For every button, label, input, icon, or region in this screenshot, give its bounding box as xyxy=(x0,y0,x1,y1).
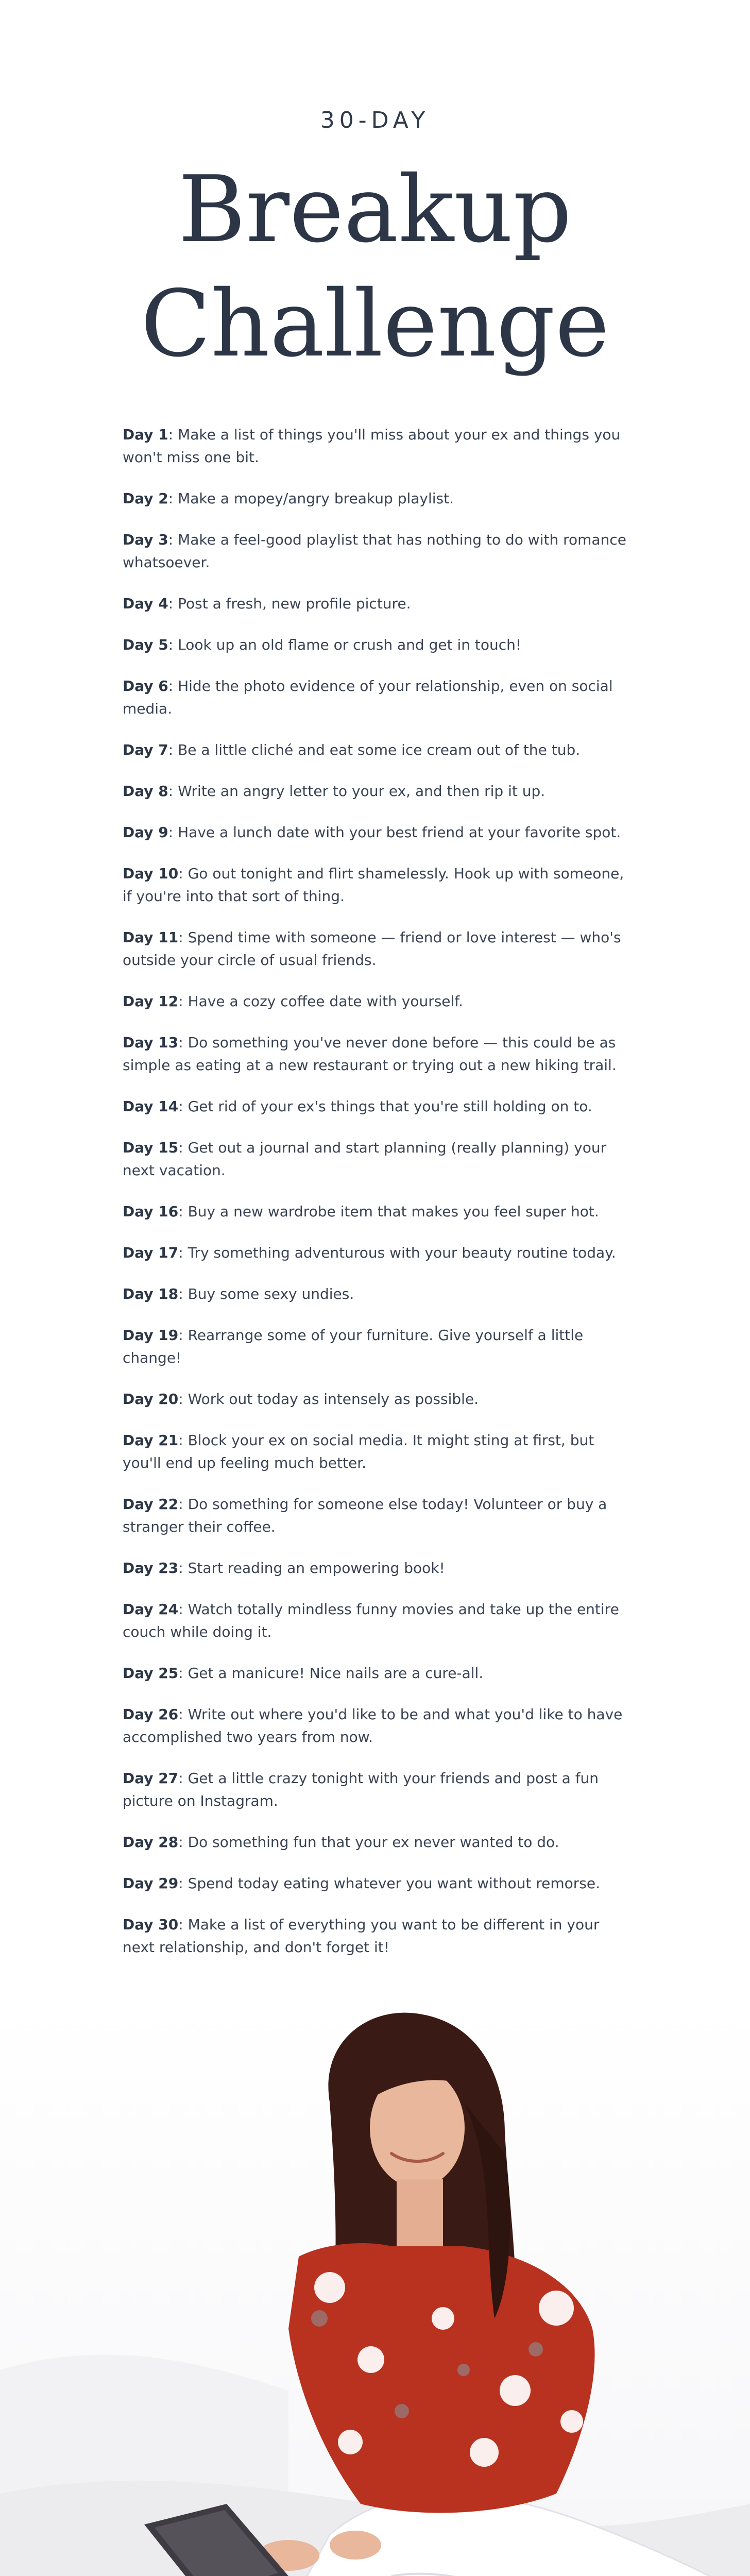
day-label: Day 7 xyxy=(123,741,168,758)
day-text: : Get rid of your ex's things that you're still holding on to. xyxy=(178,1098,592,1115)
day-label: Day 16 xyxy=(123,1203,179,1220)
day-list xyxy=(123,423,633,1977)
day-text: : Spend time with someone — friend or love interest — who's outside your circle of usual friends. xyxy=(123,929,621,969)
day-label: Day 23 xyxy=(123,1560,179,1577)
day-label: Day 20 xyxy=(123,1391,179,1408)
day-item xyxy=(123,1429,633,1475)
day-item xyxy=(123,1031,633,1077)
day-label: Day 25 xyxy=(123,1665,179,1682)
header-kicker: 30-DAY xyxy=(320,107,430,133)
day-label: Day 11 xyxy=(123,929,179,946)
day-text: : Make a mopey/angry breakup playlist. xyxy=(168,490,454,507)
day-item xyxy=(123,780,633,803)
day-text: : Hide the photo evidence of your relationship, even on social media. xyxy=(123,677,613,717)
day-text: : Have a lunch date with your best friend at your favorite spot. xyxy=(168,824,621,841)
day-text: : Get out a journal and start planning (really planning) your next vacation. xyxy=(123,1139,607,1179)
day-text: : Watch totally mindless funny movies and take up the entire couch while doing it. xyxy=(123,1601,619,1640)
day-label: Day 14 xyxy=(123,1098,179,1115)
day-item xyxy=(123,1283,633,1306)
day-item xyxy=(123,1872,633,1895)
day-label: Day 3 xyxy=(123,531,168,548)
day-item xyxy=(123,1095,633,1118)
day-label: Day 2 xyxy=(123,490,168,507)
day-label: Day 30 xyxy=(123,1916,179,1933)
day-text: : Spend today eating whatever you want without remorse. xyxy=(178,1875,601,1892)
day-item xyxy=(123,634,633,656)
day-text: : Do something you've never done before — this could be as simple as eating at a new restaurant or trying out a new hiking trail. xyxy=(123,1034,617,1074)
day-item xyxy=(123,862,633,908)
day-text: : Go out tonight and flirt shamelessly. Hook up with someone, if you're into that sort of thing. xyxy=(123,865,624,905)
day-item xyxy=(123,1662,633,1685)
day-item xyxy=(123,675,633,720)
day-item xyxy=(123,1767,633,1812)
day-item xyxy=(123,990,633,1013)
day-label: Day 5 xyxy=(123,636,168,653)
day-text: : Make a list of things you'll miss about your ex and things you won't miss one bit. xyxy=(123,426,621,466)
day-text: : Block your ex on social media. It might sting at first, but you'll end up feeling much better. xyxy=(123,1432,594,1471)
day-label: Day 24 xyxy=(123,1601,179,1618)
day-item xyxy=(123,423,633,469)
day-label: Day 1 xyxy=(123,426,168,443)
title-line-2: Challenge xyxy=(140,270,610,377)
day-label: Day 8 xyxy=(123,783,168,800)
page-title xyxy=(0,152,750,381)
day-label: Day 21 xyxy=(123,1432,179,1449)
day-label: Day 22 xyxy=(123,1496,179,1513)
hero-photo xyxy=(0,1999,750,2576)
day-label: Day 18 xyxy=(123,1285,179,1302)
day-label: Day 6 xyxy=(123,677,168,694)
day-text: : Post a fresh, new profile picture. xyxy=(168,595,411,612)
day-item xyxy=(123,821,633,844)
day-label: Day 17 xyxy=(123,1244,179,1261)
day-item xyxy=(123,1703,633,1749)
day-label: Day 19 xyxy=(123,1327,179,1344)
day-label: Day 13 xyxy=(123,1034,179,1051)
day-label: Day 10 xyxy=(123,865,179,882)
day-label: Day 12 xyxy=(123,993,179,1010)
day-item xyxy=(123,1388,633,1411)
day-item xyxy=(123,1200,633,1223)
day-label: Day 9 xyxy=(123,824,168,841)
day-label: Day 26 xyxy=(123,1706,179,1723)
day-item xyxy=(123,1913,633,1959)
day-label: Day 29 xyxy=(123,1875,179,1892)
day-text: : Be a little cliché and eat some ice cream out of the tub. xyxy=(168,741,581,758)
day-text: : Get a manicure! Nice nails are a cure-all. xyxy=(178,1665,484,1682)
day-item xyxy=(123,1242,633,1264)
day-text: : Buy a new wardrobe item that makes you feel super hot. xyxy=(178,1203,599,1220)
day-label: Day 28 xyxy=(123,1834,179,1851)
day-text: : Do something for someone else today! Volunteer or buy a stranger their coffee. xyxy=(123,1496,607,1535)
day-text: : Make a list of everything you want to be different in your next relationship, and don't forget it! xyxy=(123,1916,600,1956)
title-line-1: Breakup xyxy=(178,156,572,263)
day-label: Day 27 xyxy=(123,1770,179,1787)
day-text: : Try something adventurous with your beauty routine today. xyxy=(178,1244,616,1261)
day-text: : Start reading an empowering book! xyxy=(178,1560,445,1577)
day-text: : Look up an old flame or crush and get in touch! xyxy=(168,636,522,653)
woman-in-bed-illustration xyxy=(0,1999,750,2576)
day-item xyxy=(123,487,633,510)
day-text: : Write out where you'd like to be and what you'd like to have accomplished two years from now. xyxy=(123,1706,623,1745)
day-text: : Have a cozy coffee date with yourself. xyxy=(178,993,464,1010)
day-item xyxy=(123,1137,633,1182)
day-item xyxy=(123,926,633,972)
day-text: : Work out today as intensely as possible. xyxy=(178,1391,479,1408)
day-text: : Buy some sexy undies. xyxy=(178,1285,354,1302)
day-item xyxy=(123,1324,633,1369)
day-text: : Write an angry letter to your ex, and then rip it up. xyxy=(168,783,546,800)
day-label: Day 15 xyxy=(123,1139,179,1156)
day-label: Day 4 xyxy=(123,595,168,612)
day-item xyxy=(123,739,633,761)
day-item xyxy=(123,1831,633,1854)
day-item xyxy=(123,1493,633,1538)
day-text: : Get a little crazy tonight with your friends and post a fun picture on Instagram. xyxy=(123,1770,599,1809)
day-text: : Do something fun that your ex never wanted to do. xyxy=(178,1834,559,1851)
day-text: : Make a feel-good playlist that has nothing to do with romance whatsoever. xyxy=(123,531,626,571)
day-item xyxy=(123,1557,633,1580)
day-item xyxy=(123,592,633,615)
day-item xyxy=(123,529,633,574)
day-item xyxy=(123,1598,633,1643)
day-text: : Rearrange some of your furniture. Give yourself a little change! xyxy=(123,1327,584,1366)
